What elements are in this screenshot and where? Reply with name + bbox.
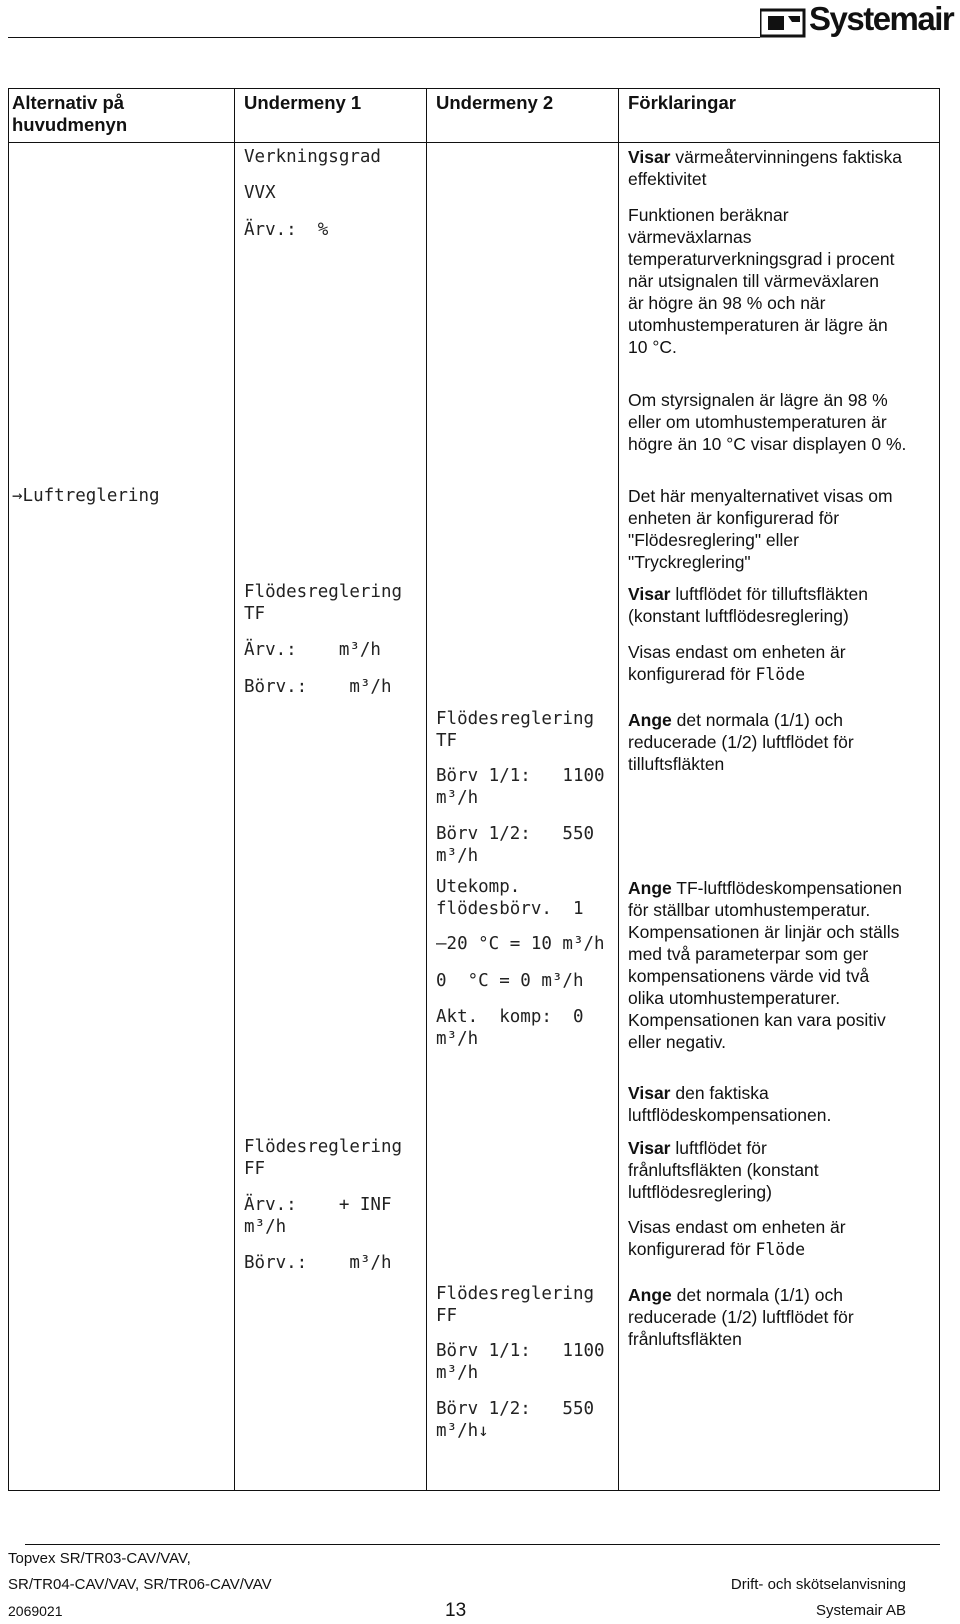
ff-sub-half-line2: m³/h↓: [436, 1421, 489, 1441]
column-divider-1: [234, 89, 235, 1490]
menu-table: [8, 88, 940, 1491]
config-flow-code: Flöde: [755, 665, 806, 684]
header-submenu-1: Undermeny 1: [244, 92, 362, 113]
footer-doc-number: 2069021: [8, 1603, 63, 1619]
footer-company: Systemair AB: [815, 1602, 906, 1619]
footer-product-line1: Topvex SR/TR03-CAV/VAV,: [8, 1550, 191, 1567]
ff-explanation-2: Visas endast om enheten är konfigurerad för Flöde: [628, 1217, 846, 1259]
tf-sub-full-line1: Börv 1/1: 1100: [436, 766, 605, 786]
ff-sub-full-line1: Börv 1/1: 1100: [436, 1341, 605, 1361]
tf-actual: Ärv.: m³/h: [244, 640, 381, 660]
tf-name-line2: TF: [244, 604, 266, 624]
header-main-menu: Alternativ på huvudmenyn: [12, 92, 128, 135]
ff-sub-name-line1: Flödesreglering: [436, 1284, 595, 1304]
tf-sub-name-line1: Flödesreglering: [436, 709, 595, 729]
comp-point-1: ‒20 °C = 10 m³/h: [436, 934, 605, 954]
tf-setpoint: Börv.: m³/h: [244, 677, 392, 697]
systemair-logo-mark: [760, 2, 808, 38]
tf-name-line1: Flödesreglering: [244, 582, 403, 602]
efficiency-explanation-3: Om styrsignalen är lägre än 98 % eller om utomhustemperaturen är högre än 10 °C visar displayen 0 %.: [628, 390, 907, 454]
footer-doc-title: Drift- och skötselanvisning: [730, 1576, 906, 1593]
comp-title-line1: Utekomp.: [436, 877, 521, 897]
header-explanations: Förklaringar: [628, 92, 736, 113]
ff-setpoint: Börv.: m³/h: [244, 1253, 392, 1273]
efficiency-name-line2: VVX: [244, 183, 276, 203]
header-rule: [8, 37, 760, 38]
tf-sub-half-line1: Börv 1/2: 550: [436, 824, 595, 844]
ff-sub-half-line1: Börv 1/2: 550: [436, 1399, 595, 1419]
comp-explanation-1: Ange TF-luftflödeskompensationen för ställbar utomhustemperatur. Kompensationen är linjär och ställs med två parameterpar som ger kompensationens värde vid två olika utomhustemperaturer. Kompensationen kan vara positiv eller negativ.: [628, 878, 902, 1052]
tf-sub-half-line2: m³/h: [436, 846, 479, 866]
footer-product-line2: SR/TR04-CAV/VAV, SR/TR06-CAV/VAV: [8, 1576, 272, 1593]
efficiency-value: Ärv.: %: [244, 220, 329, 240]
header-row-rule: [9, 142, 939, 143]
tf-sub-name-line2: TF: [436, 731, 458, 751]
tf-explanation-2: Visas endast om enheten är konfigurerad för Flöde: [628, 642, 846, 684]
menu-item-air-control[interactable]: →Luftreglering: [12, 486, 160, 506]
column-divider-2: [426, 89, 427, 1490]
ff-sub-explanation: Ange det normala (1/1) och reducerade (1/2) luftflödet för frånluftsfläkten: [628, 1285, 854, 1349]
brand-name: Systemair: [809, 0, 954, 37]
ff-actual-line2: m³/h: [244, 1217, 287, 1237]
footer-page-number: 13: [445, 1600, 467, 1621]
comp-actual-line1: Akt. komp: 0: [436, 1007, 584, 1027]
air-control-explanation: Det här menyalternativet visas om enheten är konfigurerad för "Flödesreglering" eller "Tryckreglering": [628, 486, 893, 572]
comp-actual-line2: m³/h: [436, 1029, 479, 1049]
footer-rule: [25, 1544, 940, 1545]
ff-name-line1: Flödesreglering: [244, 1137, 403, 1157]
systemair-logo: [760, 2, 960, 42]
header-submenu-2: Undermeny 2: [436, 92, 554, 113]
arrow-right-icon: →: [12, 486, 23, 506]
column-divider-3: [618, 89, 619, 1490]
ff-sub-name-line2: FF: [436, 1306, 458, 1326]
ff-name-line2: FF: [244, 1159, 266, 1179]
tf-sub-full-line2: m³/h: [436, 788, 479, 808]
comp-point-2: 0 °C = 0 m³/h: [436, 971, 584, 991]
tf-explanation-1: Visar luftflödet för tilluftsfläkten (konstant luftflödesreglering): [628, 584, 868, 626]
ff-explanation-1: Visar luftflödet för frånluftsfläkten (konstant luftflödesreglering): [628, 1138, 819, 1202]
tf-sub-explanation: Ange det normala (1/1) och reducerade (1/2) luftflödet för tilluftsfläkten: [628, 710, 854, 774]
efficiency-explanation-2: Funktionen beräknar värmeväxlarnas temperaturverkningsgrad i procent när utsignalen till värmeväxlaren är högre än 98 % och när utomhustemperaturen är lägre än 10 °C.: [628, 205, 895, 357]
ff-actual-line1: Ärv.: + INF: [244, 1195, 392, 1215]
ff-sub-full-line2: m³/h: [436, 1363, 479, 1383]
efficiency-name-line1: Verkningsgrad: [244, 147, 381, 167]
comp-explanation-2: Visar den faktiska luftflödeskompensationen.: [628, 1083, 832, 1125]
config-flow-code: Flöde: [755, 1240, 806, 1259]
comp-title-line2: flödesbörv. 1: [436, 899, 584, 919]
efficiency-explanation-1: Visar värmeåtervinningens faktiska effektivitet: [628, 147, 902, 189]
